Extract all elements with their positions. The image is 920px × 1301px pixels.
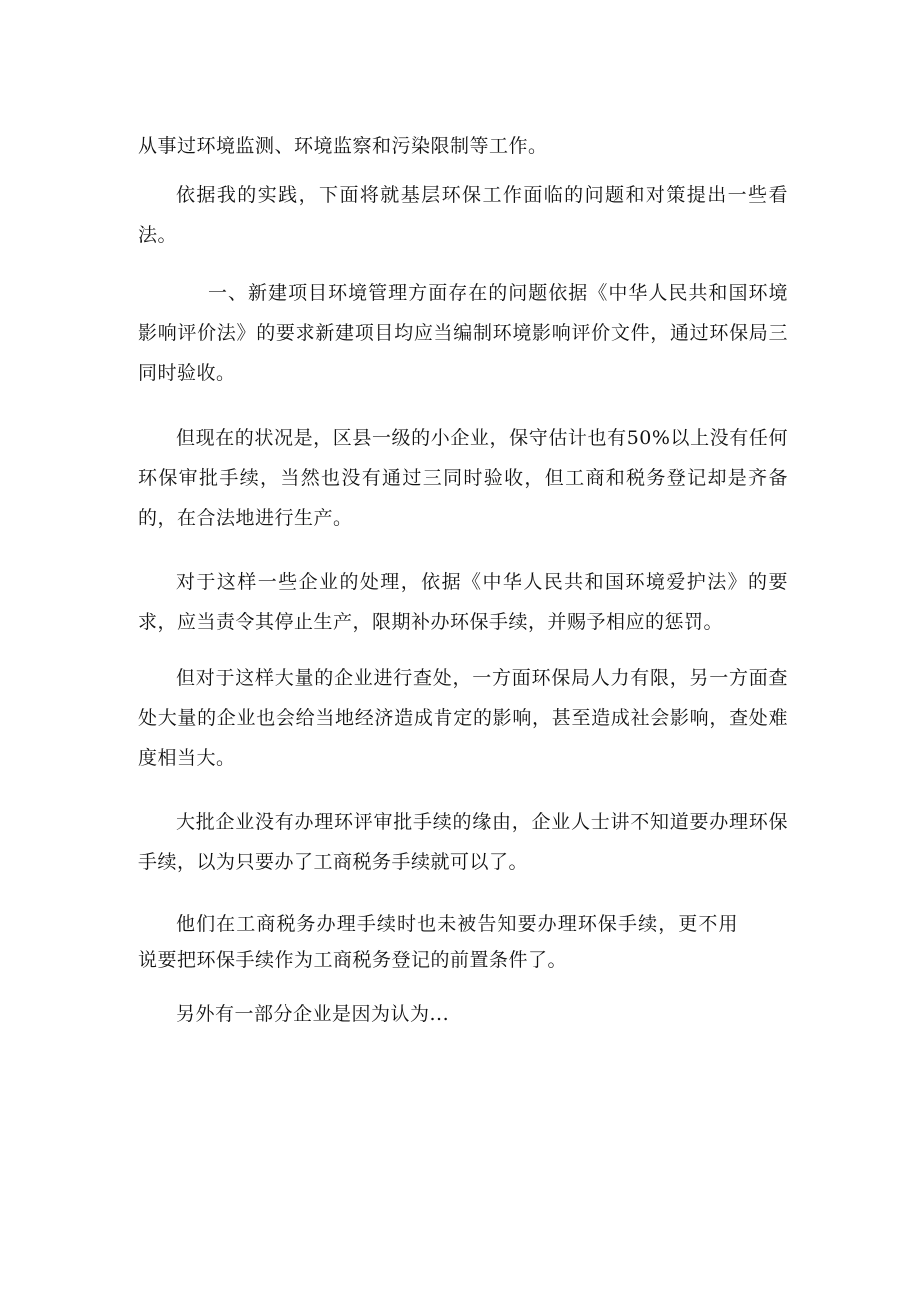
paragraph-2: 依据我的实践，下面将就基层环保工作面临的问题和对策提出一些看法。 [138,184,788,246]
paragraph-6: 但对于这样大量的企业进行查处，一方面环保局人力有限，另一方面查处大量的企业也会给当地经济造成肯定的影响，甚至造成社会影响，查处难度相当大。 [138,667,788,769]
paragraph-9: 另外有一部分企业是因为认为... [176,1003,450,1025]
paragraph-1: 从事过环境监测、环境监察和污染限制等工作。 [138,135,548,157]
paragraph-8: 他们在工商税务办理手续时也未被告知要办理环保手续，更不用说要把环保手续作为工商税务登记的前置条件了。 [138,913,738,971]
paragraph-3-section-heading: 一、新建项目环境管理方面存在的问题依据《中华人民共和国环境影响评价法》的要求新建项目均应当编制环境影响评价文件，通过环保局三同时验收。 [138,282,788,384]
paragraph-7: 大批企业没有办理环评审批手续的缘由，企业人士讲不知道要办理环保手续，以为只要办了工商税务手续就可以了。 [138,811,788,873]
paragraph-5: 对于这样一些企业的处理，依据《中华人民共和国环境爱护法》的要求，应当责令其停止生产，限期补办环保手续，并赐予相应的惩罚。 [138,571,788,633]
paragraph-4: 但现在的状况是，区县一级的小企业，保守估计也有50%以上没有任何环保审批手续，当然也没有通过三同时验收，但工商和税务登记却是齐备的，在合法地进行生产。 [138,427,788,529]
